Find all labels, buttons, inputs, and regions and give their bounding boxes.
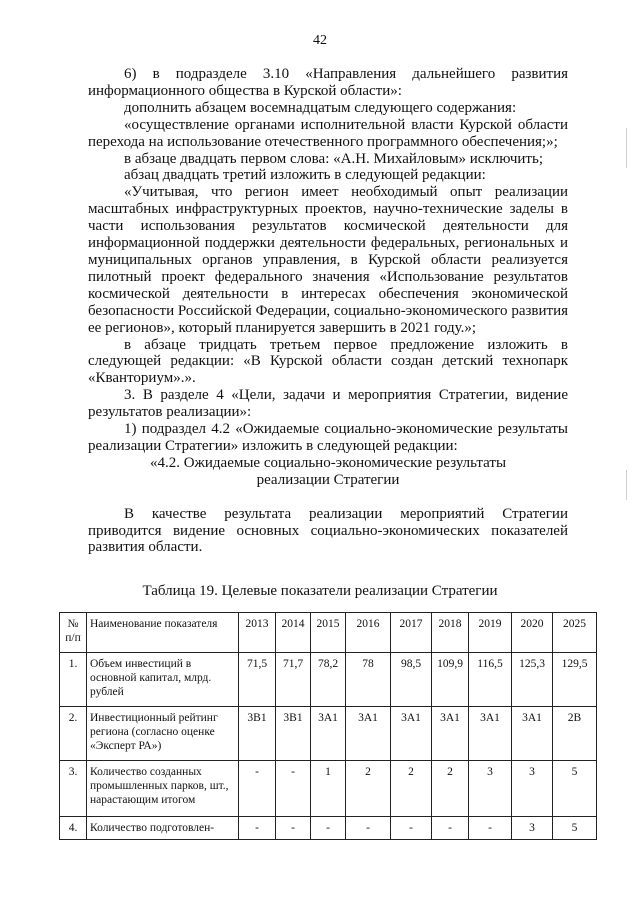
row-indicator-name: Инвестиционный рейтинг региона (согласно оценке «Эксперт РА») bbox=[87, 707, 239, 761]
header-year-2017: 2017 bbox=[391, 613, 432, 653]
row-value: 98,5 bbox=[391, 653, 432, 707]
row-value: 3A1 bbox=[391, 707, 432, 761]
header-indicator-name: Наименование показателя bbox=[87, 613, 239, 653]
header-year-2015: 2015 bbox=[311, 613, 346, 653]
row-number: 1. bbox=[60, 653, 87, 707]
header-year-2020: 2020 bbox=[512, 613, 553, 653]
row-value: 2 bbox=[432, 761, 469, 817]
row-number: 3. bbox=[60, 761, 87, 817]
row-value: - bbox=[346, 817, 391, 840]
page-number: 42 bbox=[313, 33, 327, 48]
row-value: 78 bbox=[346, 653, 391, 707]
row-value: 3A1 bbox=[311, 707, 346, 761]
row-value: - bbox=[276, 761, 311, 817]
row-value: 78,2 bbox=[311, 653, 346, 707]
scan-edge-mark bbox=[626, 470, 627, 500]
row-value: 2 bbox=[391, 761, 432, 817]
row-value: 2B bbox=[553, 707, 597, 761]
row-value: - bbox=[276, 817, 311, 840]
row-value: 1 bbox=[311, 761, 346, 817]
paragraph-abzac-33: в абзаце тридцать третьем первое предложение изложить в следующей редакции: «В Курской области создан детский технопарк «Кванториум».». bbox=[88, 336, 568, 387]
row-number: 2. bbox=[60, 707, 87, 761]
row-value: 129,5 bbox=[553, 653, 597, 707]
row-value: 3 bbox=[512, 817, 553, 840]
row-value: 3A1 bbox=[469, 707, 512, 761]
row-number: 4. bbox=[60, 817, 87, 840]
header-number: № п/п bbox=[60, 613, 87, 653]
row-indicator-name: Количество подготовлен- bbox=[87, 817, 239, 840]
section-heading-line-2: реализации Стратегии bbox=[256, 471, 400, 488]
row-value: 3A1 bbox=[512, 707, 553, 761]
row-indicator-name: Объем инвестиций в основной капитал, млрд. рублей bbox=[87, 653, 239, 707]
header-year-2013: 2013 bbox=[239, 613, 276, 653]
scan-edge-mark bbox=[626, 128, 627, 168]
row-value: 5 bbox=[553, 761, 597, 817]
table-row bbox=[60, 653, 597, 707]
row-value: 109,9 bbox=[432, 653, 469, 707]
table-header-row bbox=[60, 613, 597, 653]
section-heading-line-1: «4.2. Ожидаемые социально-экономические результаты bbox=[149, 454, 507, 471]
row-value: 3A1 bbox=[432, 707, 469, 761]
row-value: - bbox=[239, 761, 276, 817]
header-year-2014: 2014 bbox=[276, 613, 311, 653]
row-value: 116,5 bbox=[469, 653, 512, 707]
paragraph-quote-software: «осуществление органами исполнительной власти Курской области перехода на использование отечественного программного обеспечения;»; bbox=[88, 116, 568, 150]
row-value: - bbox=[311, 817, 346, 840]
paragraph-add-abzac: дополнить абзацем восемнадцатым следующего содержания: bbox=[124, 99, 517, 116]
paragraph-subsection-3-10: 6) в подразделе 3.10 «Направления дальнейшего развития информационного общества в Курской области»: bbox=[88, 66, 568, 99]
paragraph-subsection-4-2: 1) подраздел 4.2 «Ожидаемые социально-экономические результаты реализации Стратегии» изложить в следующей редакции: bbox=[88, 421, 568, 454]
row-value: 71,5 bbox=[239, 653, 276, 707]
row-value: 3 bbox=[469, 761, 512, 817]
paragraph-remove-words: в абзаце двадцать первом слова: «А.Н. Михайловым» исключить; bbox=[124, 150, 543, 167]
row-value: - bbox=[239, 817, 276, 840]
header-year-2019: 2019 bbox=[469, 613, 512, 653]
row-value: 3B1 bbox=[276, 707, 311, 761]
paragraph-quote-space-project: «Учитывая, что регион имеет необходимый опыт реализации масштабных инфраструктурных проектов, научно-технические заделы в части использования результатов космической деятельности для информационной поддержки деятельности федеральных, региональных и муниципальных органов управления, в Курской области реализуется пилотный проект федерального значения «Использование результатов космической деятельности в интересах обеспечения экономической безопасности Российской Федерации, социально-экономического развития ее регионов», который планируется завершить в 2021 году.»; bbox=[88, 184, 568, 336]
row-value: - bbox=[391, 817, 432, 840]
row-value: 3 bbox=[512, 761, 553, 817]
row-value: - bbox=[432, 817, 469, 840]
paragraph-section-4: 3. В разделе 4 «Цели, задачи и мероприятия Стратегии, видение результатов реализации»: bbox=[88, 387, 568, 421]
targets-table bbox=[59, 612, 597, 840]
paragraph-intro: В качестве результата реализации мероприятий Стратегии приводится видение основных социально-экономических показателей развития области. bbox=[88, 505, 568, 556]
header-year-2025: 2025 bbox=[553, 613, 597, 653]
row-value: 5 bbox=[553, 817, 597, 840]
table-row bbox=[60, 817, 597, 840]
header-year-2018: 2018 bbox=[432, 613, 469, 653]
paragraph-abzac-23: абзац двадцать третий изложить в следующей редакции: bbox=[124, 167, 486, 184]
row-value: 3B1 bbox=[239, 707, 276, 761]
row-indicator-name: Количество созданных промышленных парков, шт., нарастающим итогом bbox=[87, 761, 239, 817]
table-row bbox=[60, 707, 597, 761]
table-caption: Таблица 19. Целевые показатели реализации Стратегии bbox=[142, 583, 498, 599]
document-body bbox=[88, 66, 568, 556]
table-row bbox=[60, 761, 597, 817]
row-value: 71,7 bbox=[276, 653, 311, 707]
row-value: 3A1 bbox=[346, 707, 391, 761]
row-value: 2 bbox=[346, 761, 391, 817]
row-value: - bbox=[469, 817, 512, 840]
header-year-2016: 2016 bbox=[346, 613, 391, 653]
row-value: 125,3 bbox=[512, 653, 553, 707]
